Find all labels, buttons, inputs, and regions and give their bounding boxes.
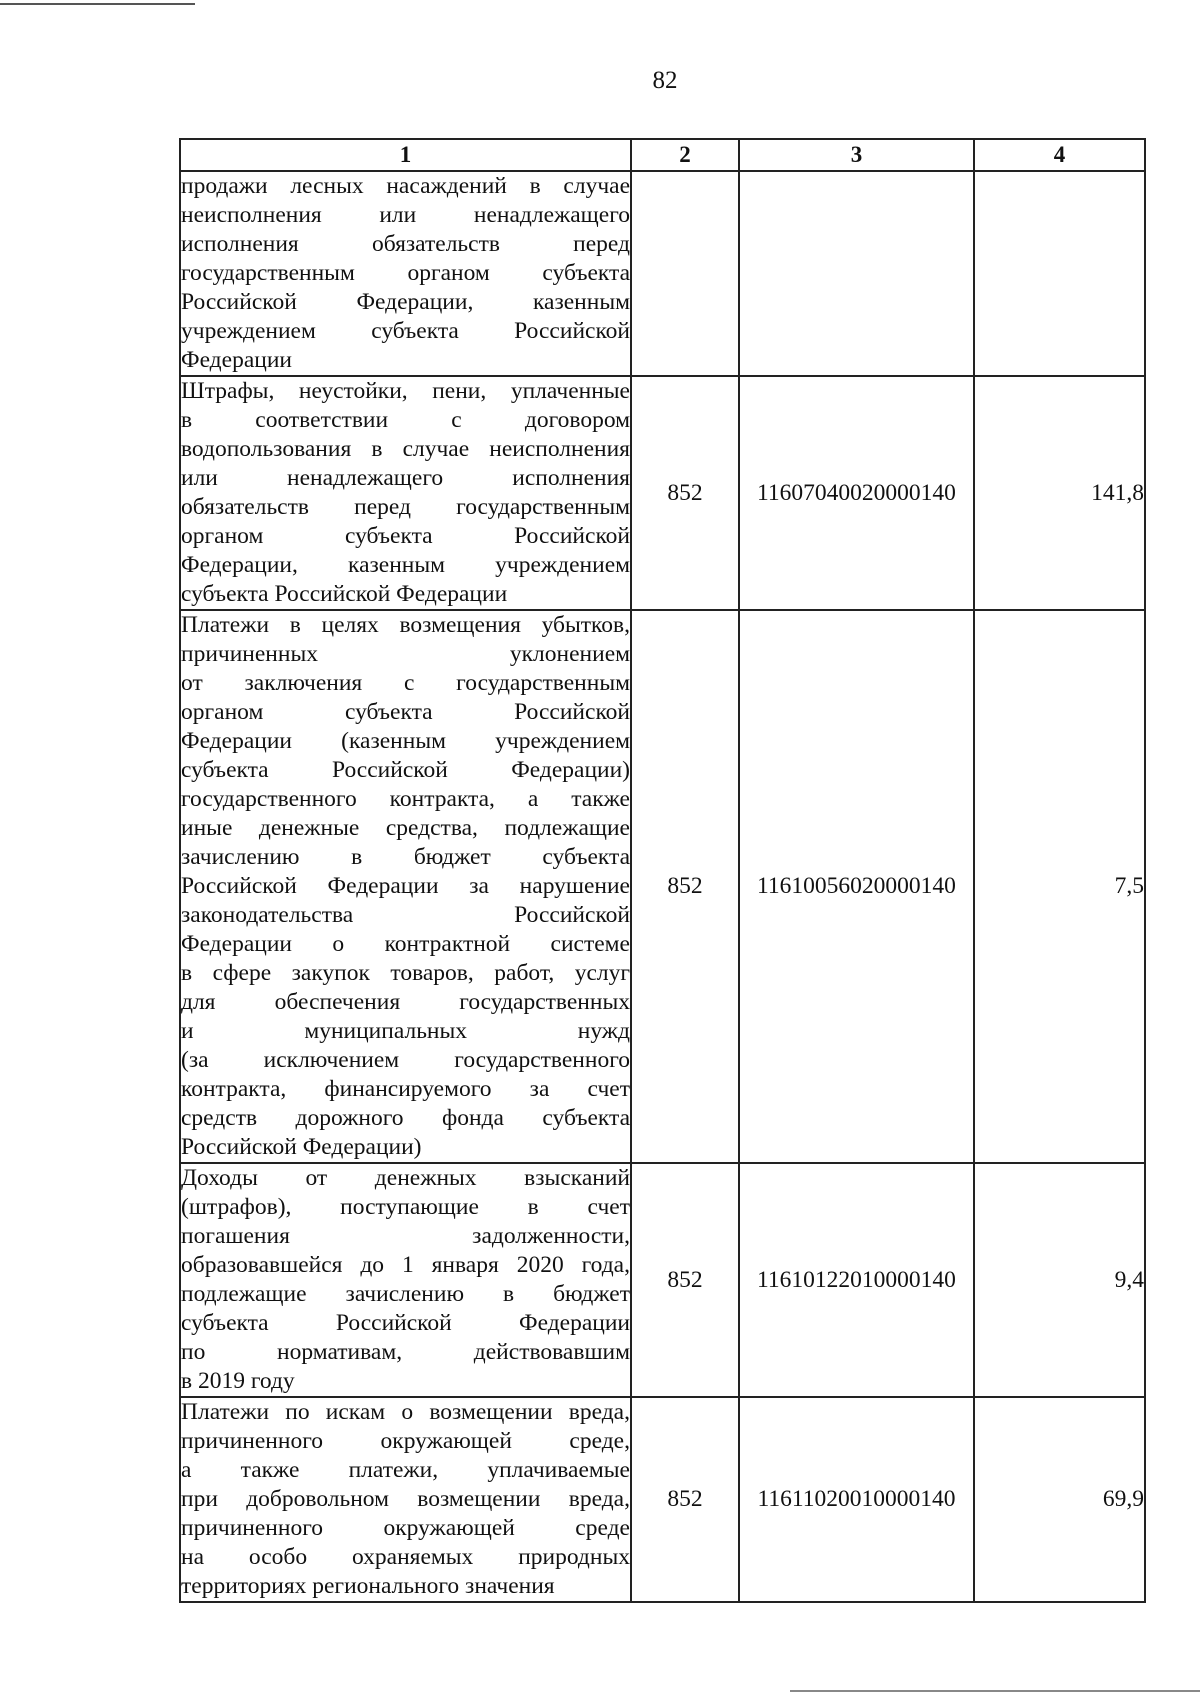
description-line: водопользования в случае неисполнения: [181, 436, 630, 462]
description-line: учреждением субъекта Российской: [181, 318, 630, 344]
description-line: обязательств перед государственным: [181, 494, 630, 520]
description-line: Платежи в целях возмещения убытков,: [181, 612, 630, 638]
description-line: погашения задолженности,: [181, 1223, 630, 1249]
budget-classification-code-cell: 11610122010000140: [739, 1163, 974, 1397]
page-number: 82: [652, 67, 678, 94]
column-header-4: 4: [974, 139, 1145, 171]
description-line: продажи лесных насаждений в случае: [181, 173, 630, 199]
description-line: или ненадлежащего исполнения: [181, 465, 630, 491]
budget-classification-code-cell: 11610056020000140: [739, 610, 974, 1163]
administrator-code-cell: [631, 171, 739, 376]
description-line: государственным органом субъекта: [181, 260, 630, 286]
description-line: исполнения обязательств перед: [181, 231, 630, 257]
description-line: образовавшейся до 1 января 2020 года,: [181, 1252, 630, 1278]
description-line: субъекта Российской Федерации: [181, 1310, 630, 1336]
description-line: Доходы от денежных взысканий: [181, 1165, 630, 1191]
description-line: зачислению в бюджет субъекта: [181, 844, 630, 870]
description-line: Российской Федерации за нарушение: [181, 873, 630, 899]
description-line: иные денежные средства, подлежащие: [181, 815, 630, 841]
administrator-code-cell: 852: [631, 1163, 739, 1397]
amount-cell: 9,4: [974, 1163, 1145, 1397]
budget-revenue-table: [179, 138, 1146, 1603]
budget-classification-code-cell: [739, 171, 974, 376]
table-row: [180, 1163, 1145, 1397]
scan-edge-line-top: [0, 3, 195, 5]
revenue-description-cell: [180, 376, 631, 610]
description-line: для обеспечения государственных: [181, 989, 630, 1015]
revenue-description-cell: [180, 1163, 631, 1397]
budget-classification-code-cell: 11607040020000140: [739, 376, 974, 610]
description-line: и муниципальных нужд: [181, 1018, 630, 1044]
description-line: субъекта Российской Федерации: [181, 581, 508, 607]
amount-cell: 7,5: [974, 610, 1145, 1163]
administrator-code-cell: 852: [631, 610, 739, 1163]
description-line: Федерации о контрактной системе: [181, 931, 630, 957]
description-line: Федерации, казенным учреждением: [181, 552, 630, 578]
description-line: Федерации (казенным учреждением: [181, 728, 630, 754]
description-line: средств дорожного фонда субъекта: [181, 1105, 630, 1131]
table-body: [180, 171, 1145, 1602]
description-line: Российской Федерации, казенным: [181, 289, 630, 315]
description-line: органом субъекта Российской: [181, 699, 630, 725]
scan-edge-line-bottom: [790, 1690, 1200, 1692]
description-line: законодательства Российской: [181, 902, 630, 928]
description-line: причиненного окружающей среде: [181, 1515, 630, 1541]
revenue-description-cell: [180, 610, 631, 1163]
description-line: на особо охраняемых природных: [181, 1544, 630, 1570]
column-header-1: 1: [180, 139, 631, 171]
description-line: Федерации: [181, 347, 292, 373]
description-line: при добровольном возмещении вреда,: [181, 1486, 630, 1512]
amount-cell: [974, 171, 1145, 376]
revenue-description-cell: [180, 1397, 631, 1602]
column-header-3: 3: [739, 139, 974, 171]
description-line: а также платежи, уплачиваемые: [181, 1457, 630, 1483]
description-line: (за исключением государственного: [181, 1047, 630, 1073]
description-line: государственного контракта, а также: [181, 786, 630, 812]
budget-classification-code-cell: 11611020010000140: [739, 1397, 974, 1602]
description-line: субъекта Российской Федерации): [181, 757, 630, 783]
description-line: органом субъекта Российской: [181, 523, 630, 549]
description-line: неисполнения или ненадлежащего: [181, 202, 630, 228]
description-line: по нормативам, действовавшим: [181, 1339, 630, 1365]
amount-cell: 141,8: [974, 376, 1145, 610]
amount-cell: 69,9: [974, 1397, 1145, 1602]
description-line: подлежащие зачислению в бюджет: [181, 1281, 630, 1307]
revenue-description-cell: [180, 171, 631, 376]
description-line: Платежи по искам о возмещении вреда,: [181, 1399, 630, 1425]
description-line: от заключения с государственным: [181, 670, 630, 696]
table-header-row: [180, 139, 1145, 171]
description-line: в сфере закупок товаров, работ, услуг: [181, 960, 630, 986]
description-line: территориях регионального значения: [181, 1573, 555, 1599]
administrator-code-cell: 852: [631, 1397, 739, 1602]
administrator-code-cell: 852: [631, 376, 739, 610]
table-row: [180, 610, 1145, 1163]
description-line: в соответствии с договором: [181, 407, 630, 433]
table-row: [180, 376, 1145, 610]
table-row: [180, 1397, 1145, 1602]
description-line: (штрафов), поступающие в счет: [181, 1194, 630, 1220]
table-row: [180, 171, 1145, 376]
description-line: в 2019 году: [181, 1368, 295, 1394]
description-line: причиненных уклонением: [181, 641, 630, 667]
description-line: Российской Федерации): [181, 1134, 422, 1160]
description-line: Штрафы, неустойки, пени, уплаченные: [181, 378, 630, 404]
description-line: контракта, финансируемого за счет: [181, 1076, 630, 1102]
description-line: причиненного окружающей среде,: [181, 1428, 630, 1454]
column-header-2: 2: [631, 139, 739, 171]
